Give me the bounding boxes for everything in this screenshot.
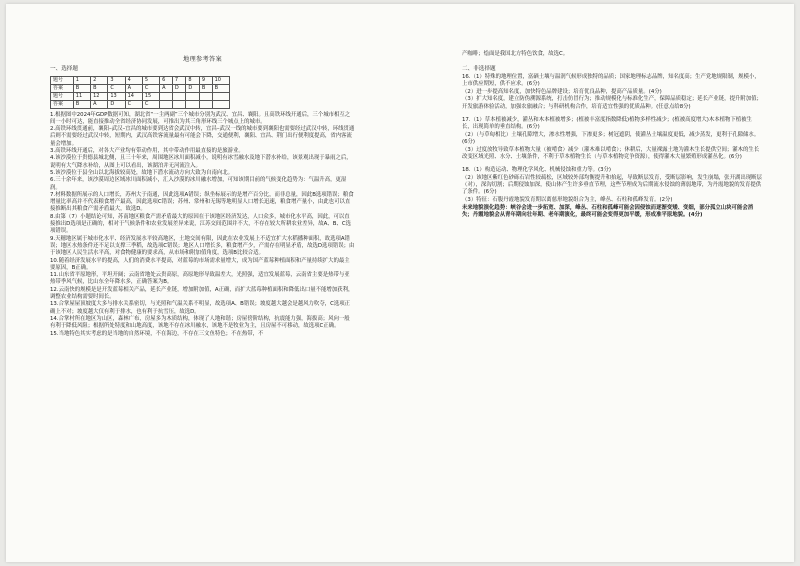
table-cell xyxy=(199,100,212,108)
table-cell: A xyxy=(125,84,142,92)
left-column xyxy=(50,4,355,338)
table-cell xyxy=(160,100,173,108)
table-cell: 7 xyxy=(172,76,185,84)
section-choice-heading: 一、选择题 xyxy=(50,66,78,73)
answer-paragraph: 4.该沙漠位于贵德县城北侧，且三十年来，周围地区冰川面积减小，说明有冰雪融水及地下潜水补给，该景观出现于暴雨之后，说明有大气降水补给，从图上可以看出，该湖泊并无河流注入。 xyxy=(50,155,352,169)
table-cell: B xyxy=(199,84,212,92)
table-cell: 答案 xyxy=(51,100,74,108)
table-cell: 1 xyxy=(73,76,90,84)
table-cell: 14 xyxy=(125,92,142,100)
table-cell: 4 xyxy=(125,76,142,84)
answer-paragraph: 7.材料数据所展示的人口增长，苏州大于南通，因此选项A错误；纵坐标展示的是增产百分比，而非总量，因此B选项错误；粮食增量比率高并不代表粮食增产最高，因此选项C错误；苏州、常州和无锡等地明显人口增长迅速，粮食增产量小，由此也可以直接推断出其粮食产需矛盾最大，故选D。 xyxy=(50,191,354,213)
table-cell xyxy=(212,92,229,100)
answer-table xyxy=(50,76,230,109)
answer-paragraph: 16.（1）特殊的地理位置，富硒土壤与温润气候形成独特的品质；国家地理标志品牌，知名度高；生产党地规限制，规模小，上市供应期短，供不应求。(6分) xyxy=(462,73,760,87)
right-column xyxy=(462,51,762,220)
table-row xyxy=(51,92,230,100)
table-cell: A xyxy=(160,84,173,92)
table-cell: 题号 xyxy=(51,76,74,84)
table-cell xyxy=(186,100,199,108)
table-cell: C xyxy=(125,100,142,108)
table-cell: 6 xyxy=(160,76,173,84)
answer-paragraph: 8.由第（7）小题结论可知，苏南地区粮食产需矛盾最大的原因在于该地区经济发达，人口众多，城市化水平高，因此，可以直接推出D选项是正确的，相对于气候条件和农业发展差异来说，江苏交间范围并不大，不存在较大所耕农业差异，故A、B、C选项错误。 xyxy=(50,213,352,235)
table-cell: C xyxy=(108,84,125,92)
table-cell: B xyxy=(91,84,108,92)
table-cell: 8 xyxy=(186,76,199,84)
answer-paragraph: 未来地貌演化趋势：峡谷会进一步拓宽、加深，峰丛、石柱和孤峰可能会因侵蚀而逐渐变矮、变细，部分孤立山块可能会消失；丹霞地貌会从青年期向壮年期、老年期演化，最终可能会变得更加平缓，形成准平原地貌。(4分) xyxy=(462,204,754,219)
answer-paragraph: （2）该地区紫红色砂砾石岩性较疏松，区域较外部均衡提升和抬起，导致断层发育，受断层影响，发生崩塌，张开湖出现断层（对），深沟切割；后期侵蚀加深，使山体产生许多垂直节理，这些节理成为后期流水侵蚀的薄弱地带，为丹霞地貌的发育提供了条件。(6分) xyxy=(462,174,762,196)
answer-paragraph: 2.高铁环线贯通前，襄阳–武汉–宜昌的城市要到达省会武汉中转，宜昌–武汉一线的城市要到襄阳也需要经过武汉中转，环线贯通后则不需要经过武汉中转，短期内，武汉高铁客流量最有可能会下降，交通便利，襄阳、宜昌、荆门出行便利度提高，省内客流量会增加。 xyxy=(50,126,355,147)
section-essay-heading: 二、非选择题 xyxy=(462,65,496,72)
table-cell: 3 xyxy=(108,76,125,84)
answer-paragraph: （2）进一步提高知名度，加快特色品牌建设；培育优良品种，提高产品质量。(4分) xyxy=(462,88,662,95)
answer-paragraph: 14.合掌村所在地区为山区，森林广布，房屋多为木质结构，体现了人地和谐；房屋傍阶结构，抗震能力强，海拔高；风向一般有利于降低风阻；根据所处特度和山地高度，该地不存在冰川融水，该地不是牧业为主，且房屋不可移动，故选项C正确。 xyxy=(50,315,350,330)
table-cell: D xyxy=(186,84,199,92)
table-cell: 10 xyxy=(212,76,229,84)
answer-paragraph: 3.高铁环线开通后，对各大产业均有带动作用，其中带动作用最直接的是旅游业。 xyxy=(50,148,244,155)
table-cell xyxy=(199,92,212,100)
table-cell: 13 xyxy=(108,92,125,100)
table-cell: 题号 xyxy=(51,92,74,100)
table-cell xyxy=(172,92,185,100)
table-cell: D xyxy=(108,100,125,108)
table-cell: 答案 xyxy=(51,84,74,92)
spacer xyxy=(462,59,762,64)
answer-paragraph: 12.云南快的规模是是开发蓝莓相关产品，延长产业链，增加附加值，A正确，而扩大蓝莓种植面积和降低出口量不能增加获利，调整农业结构需要时间长。 xyxy=(50,286,354,301)
table-cell xyxy=(160,92,173,100)
table-cell: 9 xyxy=(199,76,212,84)
answer-paragraph: 9.天穗地区属于城市化水平、经济发展水平较高地区，土地交间有限，因此在农业发展上不适宜扩大水稻播种面积，故选项A错误；地区水热条件还不足以支撑三季稻，故选项C错误；地区人口增长多，粮食增产少，产需存在明显矛盾，故选D选项错误；由于该地区人民生活水平高，对食物健康的要求高，从市场和附加值角度，选项B比较合适。 xyxy=(50,235,355,257)
page-title: 地理参考答案 xyxy=(183,56,222,63)
answer-paragraph: 17.（1）草本植被减少，灌丛和木本植被增多；(植被丰富度指数降低)植物多样性减少；(植被高度增大)木本植物下植被生长，出现简单的垂直结构。(6分) xyxy=(462,116,752,130)
table-cell xyxy=(186,92,199,100)
answer-paragraph: 1.根据图中2024年GDP数据可知，湖北省“一主两副”三个城市分别为武汉、宜昌、襄阳。且高铁环线开通后，三个城市相互之间一小时可达，能直接推动全省经济协同发展，可推出为其三角形环线三个城点上的城市。 xyxy=(50,111,351,125)
table-cell: B xyxy=(212,84,229,92)
answer-paragraph: 18.（1）构造运动、物理化学风化、机械侵蚀和重力等。(3分) xyxy=(462,166,612,173)
answer-sheet xyxy=(6,4,794,562)
answer-paragraph: 11.山东省平原地形，平坦开阔；云南省地处云贵高原，高原地形导致温差大，光照强，适宜发展蓝莓，云南省主要是热带与亚热带季风气候，比山东全年降水多，正确答案为B。 xyxy=(50,272,350,286)
table-cell: A xyxy=(91,100,108,108)
answer-paragraph: 6.三十余年来，该沙漠周边区域冰川面积减小，汇入沙漠的冰川融水增加，可知该期目前的气候变化趋势为：气温升高，更湿润。 xyxy=(50,177,347,191)
answer-paragraph: （3）过度放牧导致草本植物大量（被啃食）减少（灌木难以啃食）；休耕后，大量裸露土地为灌木生长提供空间；灌木的生长改变区域光照、水分、土壤条件，不利于草本植物生长（与草本植物竞争资源），使得灌木大量繁殖形成灌丛化。(6分) xyxy=(462,146,760,161)
table-cell: 2 xyxy=(91,76,108,84)
answer-paragraph: 15.当地特色其实考虑的是当地的自然环境，不在海边，不存在三文鱼特色；不在热带，不 xyxy=(50,330,264,337)
answer-paragraph: 产咖啡；烩面是我国北方特色饮食，故选C。 xyxy=(462,51,569,57)
table-cell: B xyxy=(73,84,90,92)
table-cell xyxy=(172,100,185,108)
table-cell: C xyxy=(142,100,159,108)
answer-paragraph: 13.合掌屋屋顶坡度大多与排水关系密切，与光照和气温关系不明显，故选项A、B错误；坡度越大越会是越风力吹夺，C选项正确上不对；坡度越大仅有利于排水，也有利于抗雪压，故选D。 xyxy=(50,301,351,315)
table-row xyxy=(51,100,230,108)
table-cell: C xyxy=(142,84,159,92)
table-cell: 11 xyxy=(73,92,90,100)
table-cell: 15 xyxy=(142,92,159,100)
answer-paragraph: （3）扩大知名度，建立防伪溯源系统，打击仿冒行为；推动规模化与标准化生产，保障品质稳定；延长产业链，提升附加值；开发旅游体验活动，加强农旅融合；与科研机构合作，培育适宜性强的优质品种。(任意点给8分) xyxy=(462,96,762,110)
answer-paragraph: （3）特征：石腹丹霞地貌发育期以离慈形地貌组合为主，峰丛、石柱和孤峰发育。(2分) xyxy=(462,197,673,204)
answer-paragraph: 10.随着经济发展水平的提高，人们的消费水平提高，对蓝莓的市场需求量增大，成为国产蓝莓种植面积和产量持续扩大的最主要原因，B正确。 xyxy=(50,257,350,271)
table-row xyxy=(51,76,230,84)
table-cell xyxy=(212,100,229,108)
answer-paragraph: （2）（与草甸相比）土壤孔隙增大，渗水性增强，下渗更多；树冠遮阴，使灌丛土壤温度更低，减少蒸发，更利于孔隙储水。(6分) xyxy=(462,131,760,145)
table-row xyxy=(51,84,230,92)
table-cell: D xyxy=(172,84,185,92)
table-cell: 12 xyxy=(91,92,108,100)
table-cell: B xyxy=(73,100,90,108)
table-cell: 5 xyxy=(142,76,159,84)
answer-paragraph: 5.该沙漠位于县全山以北海拔较高处，故地下潜水流动方向大致为自南向北。 xyxy=(50,169,234,176)
